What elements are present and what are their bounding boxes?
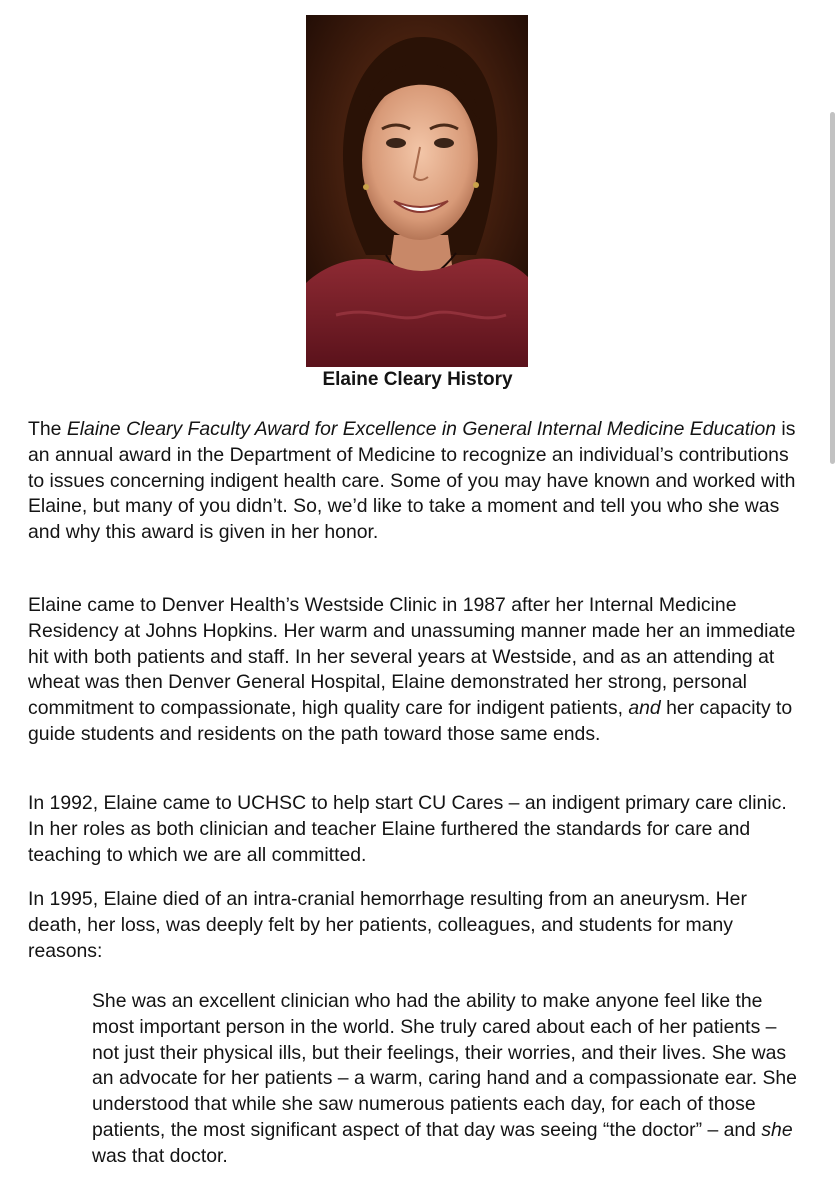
paragraph2-part2: her capacity to guide students and residents on the path toward those same ends. bbox=[28, 697, 793, 745]
caption-text: Elaine Cleary History bbox=[322, 369, 513, 390]
award-name: Elaine Cleary Faculty Award for Excellence in General Internal Medicine Education bbox=[66, 418, 777, 440]
quote-part1: She was an excellent clinician who had the ability to make anyone feel like the most important person in the world. She truly cared about each of her patients – not just their physical ills, but their feelings, their worries, and their lives. She was an advocate for her patients – a warm, caring hand and a compassionate ear. She understood that while she saw numerous patients each day, for each of those patients, the most significant aspect of that day was seeing “the doctor” – and bbox=[92, 990, 797, 1141]
block-quote bbox=[92, 989, 804, 1170]
paragraph-uchsc bbox=[28, 791, 798, 868]
paragraph1-part1: The bbox=[28, 418, 67, 440]
paragraph-1995 bbox=[28, 887, 798, 964]
paragraph2-emphasis: and bbox=[628, 697, 661, 720]
paragraph-award-intro bbox=[28, 417, 798, 546]
scrollbar-thumb[interactable] bbox=[830, 112, 835, 464]
paragraph1-part2: is an annual award in the Department of Medicine to recognize an individual’s contributions to issues concerning indigent health care. Some of you may have known and worked with Elaine, but many of you didn’t. So, we’d like to take a moment and tell you who she was and why this award is given in her honor. bbox=[28, 418, 796, 544]
paragraph3-text: In 1992, Elaine came to UCHSC to help start CU Cares – an indigent primary care clinic. In her roles as both clinician and teacher Elaine furthered the standards for care and teaching to which we are all committed. bbox=[28, 792, 787, 866]
paragraph2-part1: Elaine came to Denver Health’s Westside Clinic in 1987 after her Internal Medicine Residency at Johns Hopkins. Her warm and unassuming manner made her an immediate hit with both patients and staff. In her several years at Westside, and as an attending at wheat was then Denver General Hospital, Elaine demonstrated her strong, personal commitment to compassionate, high quality care for indigent patients, bbox=[28, 594, 796, 720]
quote-emphasis: she bbox=[761, 1118, 793, 1141]
photo-caption bbox=[0, 368, 835, 392]
paragraph4-text: In 1995, Elaine died of an intra-cranial hemorrhage resulting from an aneurysm. Her death, her loss, was deeply felt by her patients, colleagues, and students for many reasons: bbox=[28, 888, 747, 962]
paragraph-westside bbox=[28, 593, 798, 748]
quote-part2: was that doctor. bbox=[92, 1144, 228, 1167]
portrait-photo bbox=[306, 15, 528, 367]
